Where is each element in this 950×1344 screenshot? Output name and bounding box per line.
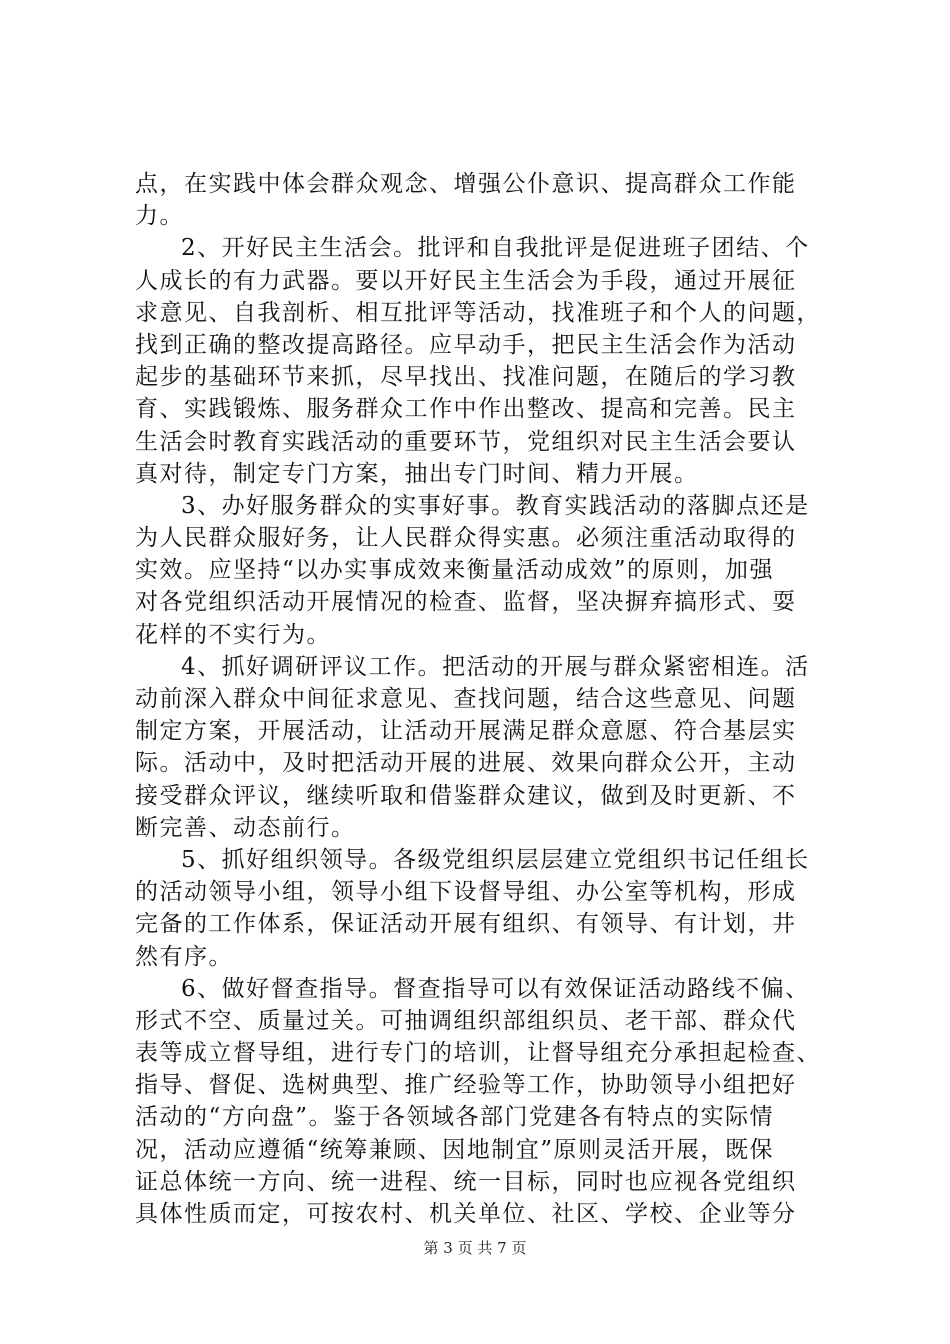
text-line: 育、实践锻炼、服务群众工作中作出整改、提高和完善。民主 <box>135 396 797 423</box>
text-line: 力。 <box>135 203 184 230</box>
text-line: 点，在实践中体会群众观念、增强公仆意识、提高群众工作能 <box>135 171 797 197</box>
text-line: 指导、督促、选树典型、推广经验等工作，协助领导小组把好 <box>135 1072 797 1099</box>
text-line: 断完善、动态前行。 <box>135 814 356 841</box>
text-line: 找到正确的整改提高路径。应早动手，把民主生活会作为活动 <box>135 331 797 358</box>
text-line: 制定方案，开展活动，让活动开展满足群众意愿、符合基层实 <box>135 718 797 745</box>
text-line: 况，活动应遵循“统筹兼顾、因地制宜”原则灵活开展，既保 <box>135 1136 775 1163</box>
text-line: 5、抓好组织领导。各级党组织层层建立党组织书记任组长 <box>181 846 810 873</box>
text-line: 真对待，制定专门方案，抽出专门时间、精力开展。 <box>135 460 699 487</box>
text-line: 4、抓好调研评议工作。把活动的开展与群众紧密相连。活 <box>181 653 810 680</box>
text-line: 人成长的有力武器。要以开好民主生活会为手段，通过开展征 <box>135 267 797 294</box>
text-line: 活动的“方向盘”。鉴于各领域各部门党建各有特点的实际情 <box>135 1104 775 1131</box>
text-line: 动前深入群众中间征求意见、查找问题，结合这些意见、问题 <box>135 686 797 712</box>
text-line: 实效。应坚持“以办实事成效来衡量活动成效”的原则，加强 <box>135 557 775 584</box>
text-line: 求意见、自我剖析、相互批评等活动，找准班子和个人的问题， <box>135 299 821 326</box>
text-line: 3、办好服务群众的实事好事。教育实践活动的落脚点还是 <box>181 492 810 519</box>
text-line: 起步的基础环节来抓，尽早找出、找准问题，在随后的学习教 <box>135 364 797 391</box>
text-line: 的活动领导小组，领导小组下设督导组、办公室等机构，形成 <box>135 879 797 906</box>
document-body <box>135 168 847 1230</box>
text-line: 花样的不实行为。 <box>135 621 331 648</box>
page-footer: 第 3 页 共 7 页 <box>423 1239 527 1257</box>
text-line: 然有序。 <box>135 943 233 970</box>
text-line: 接受群众评议，继续听取和借鉴群众建议，做到及时更新、不 <box>135 782 797 809</box>
text-line: 完备的工作体系，保证活动开展有组织、有领导、有计划，井 <box>135 911 797 938</box>
text-line: 生活会时教育实践活动的重要环节，党组织对民主生活会要认 <box>135 428 797 455</box>
text-line: 2、开好民主生活会。批评和自我批评是促进班子团结、个 <box>181 235 810 262</box>
text-line: 6、做好督查指导。督查指导可以有效保证活动路线不偏、 <box>181 975 810 1002</box>
text-line: 表等成立督导组，进行专门的培训，让督导组充分承担起检查、 <box>135 1040 821 1067</box>
text-line: 际。活动中，及时把活动开展的进展、效果向群众公开，主动 <box>135 750 797 777</box>
text-line: 对各党组织活动开展情况的检查、监督，坚决摒弃搞形式、耍 <box>135 589 797 616</box>
text-line: 为人民群众服好务，让人民群众得实惠。必须注重活动取得的 <box>135 525 797 552</box>
text-line: 形式不空、质量过关。可抽调组织部组织员、老干部、群众代 <box>135 1007 797 1034</box>
text-line: 具体性质而定，可按农村、机关单位、社区、学校、企业等分 <box>135 1201 797 1227</box>
text-line: 证总体统一方向、统一进程、统一目标，同时也应视各党组织 <box>135 1168 797 1195</box>
